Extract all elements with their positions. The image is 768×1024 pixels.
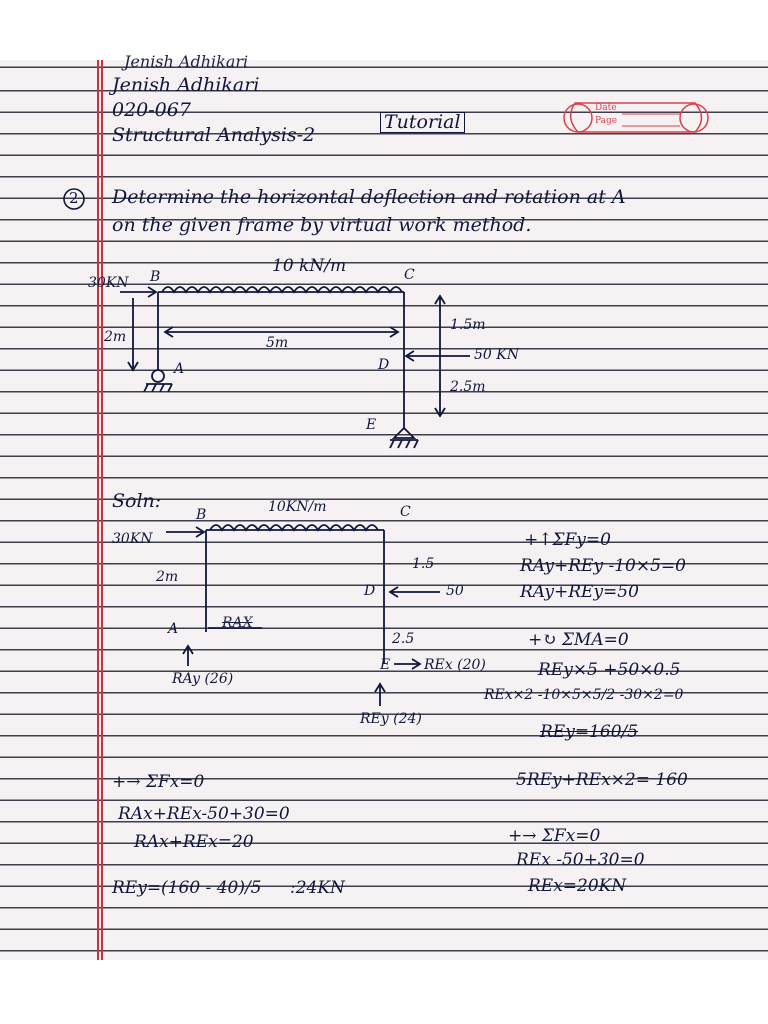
solution-heading: Soln: bbox=[112, 490, 162, 512]
date-label: Date bbox=[595, 103, 617, 113]
eq-2: RAy+REy=50 bbox=[520, 582, 639, 602]
tutorial-tag: Tutorial bbox=[380, 112, 465, 133]
fig2-dim-2-5: 2.5 bbox=[392, 631, 415, 647]
question-line-2: on the given frame by virtual work method. bbox=[112, 214, 532, 236]
fig1-node-d: D bbox=[378, 357, 390, 373]
eq-5: REy=160/5 bbox=[540, 722, 639, 742]
fig1-udl-label: 10 kN/m bbox=[272, 256, 347, 276]
eq-3: REy×5 +50×0.5 bbox=[538, 660, 681, 680]
fig1-dim-2-5m: 2.5m bbox=[450, 379, 486, 395]
fig1-node-c: C bbox=[404, 267, 415, 283]
fig2-dim-2m: 2m bbox=[156, 569, 179, 585]
fig1-dim-2m: 2m bbox=[104, 329, 127, 345]
eq-10: REx -50+30=0 bbox=[516, 850, 645, 870]
fig1-dim-1-5m: 1.5m bbox=[450, 317, 486, 333]
fig2-node-a: A bbox=[168, 621, 179, 637]
fig2-udl-label: 10KN/m bbox=[268, 499, 327, 515]
fig2-rax-struck: RAX bbox=[222, 615, 253, 631]
fig1-node-a: A bbox=[174, 361, 185, 377]
question-line-1: Determine the horizontal deflection and rotation at A bbox=[112, 186, 626, 208]
eq-11: REx=20KN bbox=[528, 876, 627, 896]
fig2-dim-1-5: 1.5 bbox=[412, 556, 435, 572]
eq-9-result: :24KN bbox=[290, 878, 345, 898]
top-partial-name: Jenish Adhikari bbox=[124, 52, 249, 71]
fig2-node-d: D bbox=[364, 583, 376, 599]
fig2-rex-label: REx (20) bbox=[424, 657, 486, 673]
fig2-rey-label: REy (24) bbox=[360, 711, 422, 727]
margin-line-left-2 bbox=[101, 60, 103, 965]
eq-sum-fx-left: +→ ΣFx=0 bbox=[112, 772, 205, 792]
eq-4: REx×2 -10×5×5/2 -30×2=0 bbox=[484, 687, 684, 703]
eq-9: REy=(160 - 40)/5 bbox=[112, 878, 262, 898]
fig1-node-b: B bbox=[150, 269, 161, 285]
fig1-30kn-label: 30KN bbox=[88, 275, 129, 291]
course-title: Structural Analysis-2 bbox=[112, 124, 316, 146]
eq-sum-fy: +↑ΣFy=0 bbox=[524, 530, 611, 550]
eq-8: RAx+REx=20 bbox=[134, 832, 254, 852]
margin-line-left-1 bbox=[97, 60, 99, 965]
fig1-node-e: E bbox=[366, 417, 377, 433]
fig2-node-e: E bbox=[380, 657, 391, 673]
page-label: Page bbox=[595, 116, 618, 126]
page-bottom-margin bbox=[0, 960, 768, 1024]
eq-7: RAx+REx-50+30=0 bbox=[118, 804, 290, 824]
eq-sum-ma: +↻ ΣMA=0 bbox=[528, 630, 629, 650]
fig2-node-b: B bbox=[196, 507, 207, 523]
fig2-load-50: 50 bbox=[446, 583, 464, 599]
question-number: 2 bbox=[69, 189, 79, 207]
student-name: Jenish Adhikari bbox=[112, 74, 260, 96]
fig2-30kn-label: 30KN bbox=[112, 531, 153, 547]
eq-6: 5REy+REx×2= 160 bbox=[516, 770, 688, 790]
fig2-node-c: C bbox=[400, 504, 411, 520]
eq-sum-fx-right: +→ ΣFx=0 bbox=[508, 826, 601, 846]
fig2-ray-label: RAy (26) bbox=[172, 671, 234, 687]
fig1-load-50kn: 50 KN bbox=[474, 347, 519, 363]
roll-number: 020-067 bbox=[112, 99, 191, 121]
eq-1: RAy+REy -10×5=0 bbox=[520, 556, 686, 576]
fig1-dim-5m: 5m bbox=[266, 335, 289, 351]
